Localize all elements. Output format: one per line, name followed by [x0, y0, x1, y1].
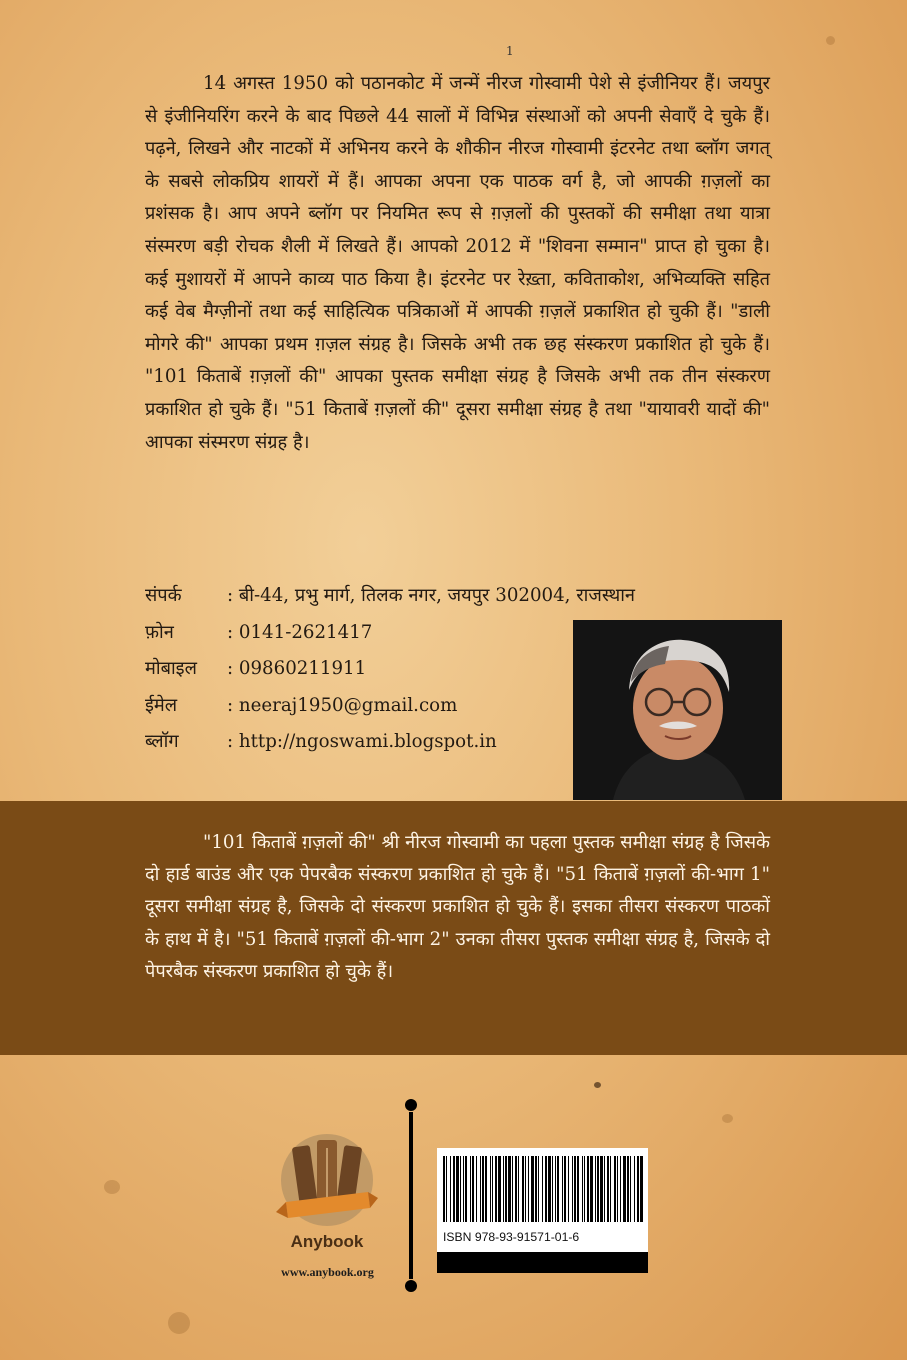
paper-stain: [594, 1082, 601, 1088]
contact-details: [145, 578, 635, 761]
divider-line-icon: [400, 1098, 422, 1293]
page-marker: 1: [506, 44, 514, 58]
publisher-name: Anybook: [290, 1232, 364, 1251]
paper-stain: [104, 1180, 120, 1194]
vertical-divider: [400, 1098, 422, 1293]
publisher-url[interactable]: www.anybook.org: [281, 1265, 374, 1279]
contact-mobile: [145, 651, 635, 688]
barcode-footer-strip: [437, 1252, 648, 1273]
publisher-logo: [272, 1122, 382, 1247]
contact-value: : neeraj1950@gmail.com: [227, 694, 458, 716]
contact-label: ब्लॉग: [145, 731, 179, 753]
contact-value: : http://ngoswami.blogspot.in: [227, 731, 497, 753]
contact-value: : 09860211911: [227, 658, 367, 680]
contact-value: : 0141-2621417: [227, 621, 373, 643]
books-band: [0, 801, 907, 1055]
barcode-bars-icon: [437, 1148, 648, 1228]
isbn-barcode: [437, 1148, 648, 1273]
contact-phone: [145, 615, 635, 652]
author-portrait-icon: [573, 620, 782, 800]
paper-stain: [168, 1312, 190, 1334]
author-bio: 14 अगस्त 1950 को पठानकोट में जन्में नीरज गोस्वामी पेशे से इंजीनियर हैं। जयपुर से इंजीनियरिंग करने के बाद पिछले 44 सालों में विभिन्न संस्थाओं को अपनी सेवाएँ दे चुके हैं। पढ़ने, लिखने और नाटकों में अभिनय करने के शौकीन नीरज गोस्वामी इंटरनेट तथा ब्लॉग जगत् के सबसे लोकप्रिय शायरों में हैं। आपका अपना एक पाठक वर्ग है, जो आपकी ग़ज़लों का प्रशंसक है। आप अपने ब्लॉग पर नियमित रूप से ग़ज़लों की पुस्तकों की समीक्षा तथा यात्रा संस्मरण बड़ी रोचक शैली में लिखते हैं। आपको 2012 में "शिवना सम्मान" प्राप्त हो चुका है। कई मुशायरों में आपने काव्य पाठ किया है। इंटरनेट पर रेख़्ता, कविताकोश, अभिव्यक्ति सहित कई वेब मैग्ज़ीनों तथा कई साहित्यिक पत्रिकाओं में आपकी ग़ज़लें प्रकाशित हो चुकी हैं। "डाली मोगरे की" आपका प्रथम ग़ज़ल संग्रह है। जिसके अभी तक छह संस्करण प्रकाशित हो चुके हैं। "101 किताबें ग़ज़लों की" आपका पुस्तक समीक्षा संग्रह है जिसके अभी तक तीन संस्करण प्रकाशित हो चुके हैं। "51 किताबें ग़ज़लों की" दूसरा समीक्षा संग्रह है तथा "यायावरी यादों की" आपका संस्मरण संग्रह है।: [145, 73, 771, 453]
contact-label: फ़ोन: [145, 621, 174, 643]
contact-label: ईमेल: [145, 694, 178, 716]
contact-value: : बी-44, प्रभु मार्ग, तिलक नगर, जयपुर 302004, राजस्थान: [227, 585, 636, 606]
author-photo: [573, 620, 782, 800]
books-description: "101 किताबें ग़ज़लों की" श्री नीरज गोस्वामी का पहला पुस्तक समीक्षा संग्रह है जिसके दो हार्ड बाउंड और एक पेपरबैक संस्करण प्रकाशित हो चुके हैं। "51 किताबें ग़ज़लों की-भाग 1" दूसरा समीक्षा संग्रह है, जिसके दो संस्करण प्रकाशित हो चुके हैं। इसका तीसरा संस्करण पाठकों के हाथ में है। "51 किताबें ग़ज़लों की-भाग 2" उनका तीसरा पुस्तक समीक्षा संग्रह है, जिसके दो पेपरबैक संस्करण प्रकाशित हो चुके हैं।: [145, 832, 770, 982]
contact-blog: [145, 724, 635, 761]
contact-label: मोबाइल: [145, 658, 197, 680]
paper-stain: [722, 1114, 733, 1123]
contact-label: संपर्क: [145, 585, 182, 606]
isbn-number: ISBN 978-93-91571-01-6: [443, 1230, 580, 1244]
paper-stain: [826, 36, 835, 45]
contact-email: [145, 688, 635, 725]
contact-address: [145, 578, 635, 615]
book-stack-ribbon-icon: [272, 1122, 382, 1247]
